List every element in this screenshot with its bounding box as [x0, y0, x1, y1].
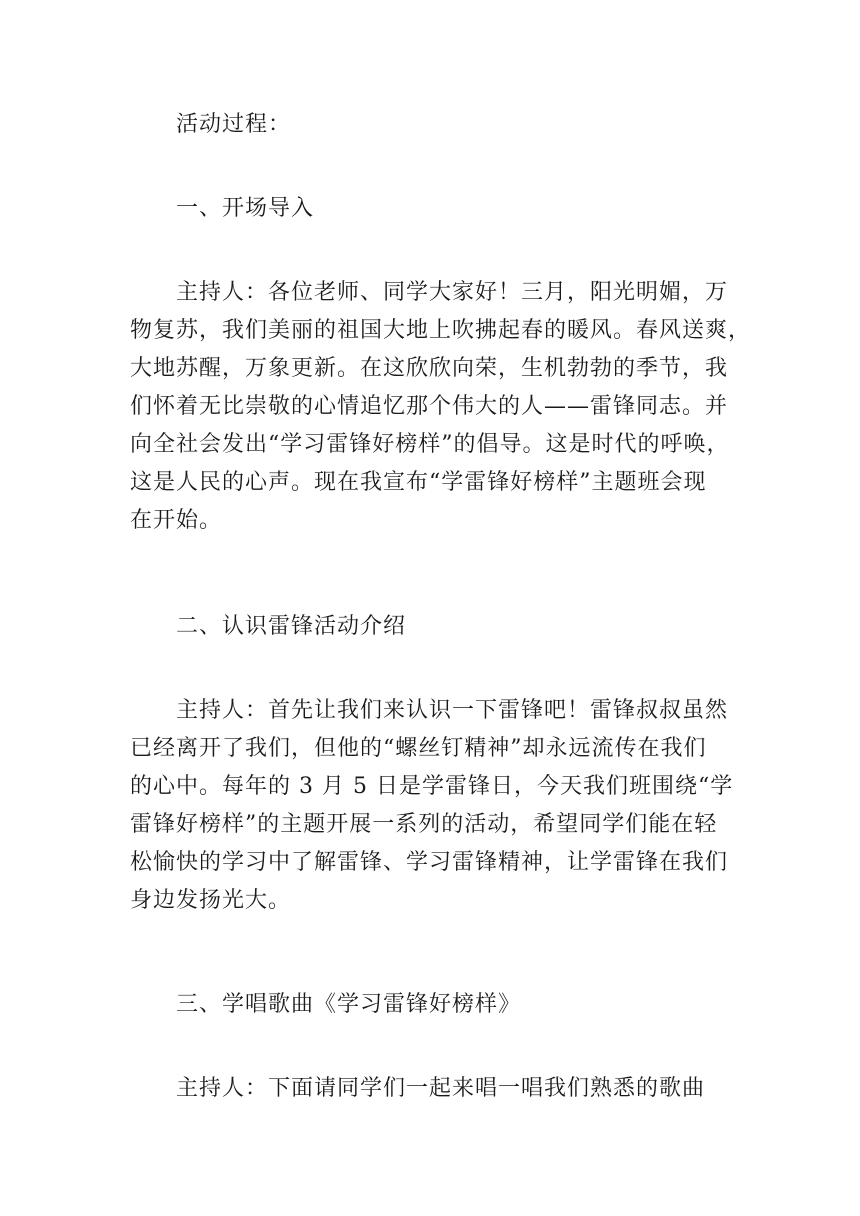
section-3-title: 三、学唱歌曲《学习雷锋好榜样》 — [176, 992, 522, 1017]
paragraph-line: 这是人民的心声。现在我宣布“学雷锋好榜样”主题班会现 — [130, 470, 707, 495]
paragraph-line: 主持人：各位老师、同学大家好！三月，阳光明媚，万 — [176, 280, 729, 305]
activity-process-heading: 活动过程： — [176, 112, 292, 137]
paragraph-line: 们怀着无比崇敬的心情追忆那个伟大的人——雷锋同志。并 — [130, 394, 729, 419]
paragraph-line: 已经离开了我们，但他的“螺丝钉精神”却永远流传在我们 — [130, 736, 707, 761]
section-1-title: 一、开场导入 — [176, 196, 315, 221]
paragraph-line: 主持人：下面请同学们一起来唱一唱我们熟悉的歌曲 — [176, 1076, 706, 1101]
paragraph-line: 向全社会发出“学习雷锋好榜样”的倡导。这是时代的呼唤， — [130, 432, 730, 457]
section-1-paragraph — [130, 274, 752, 540]
paragraph-line: 身边发扬光大。 — [130, 888, 292, 913]
section-2-title: 二、认识雷锋活动介绍 — [176, 614, 407, 639]
paragraph-line: 雷锋好榜样”的主题开展一系列的活动，希望同学们能在轻 — [130, 812, 718, 837]
paragraph-line: 松愉快的学习中了解雷锋、学习雷锋精神，让学雷锋在我们 — [130, 850, 729, 875]
paragraph-line: 主持人：首先让我们来认识一下雷锋吧！雷锋叔叔虽然 — [176, 698, 729, 723]
paragraph-line: 在开始。 — [130, 508, 223, 533]
section-3-paragraph — [130, 1070, 730, 1108]
paragraph-line: 大地苏醒，万象更新。在这欣欣向荣，生机勃勃的季节，我 — [130, 356, 729, 381]
section-2-paragraph — [130, 692, 734, 920]
paragraph-line: 的心中。每年的 3 月 5 日是学雷锋日，今天我们班围绕“学 — [130, 774, 734, 799]
paragraph-line: 物复苏，我们美丽的祖国大地上吹拂起春的暖风。春风送爽， — [130, 318, 752, 343]
